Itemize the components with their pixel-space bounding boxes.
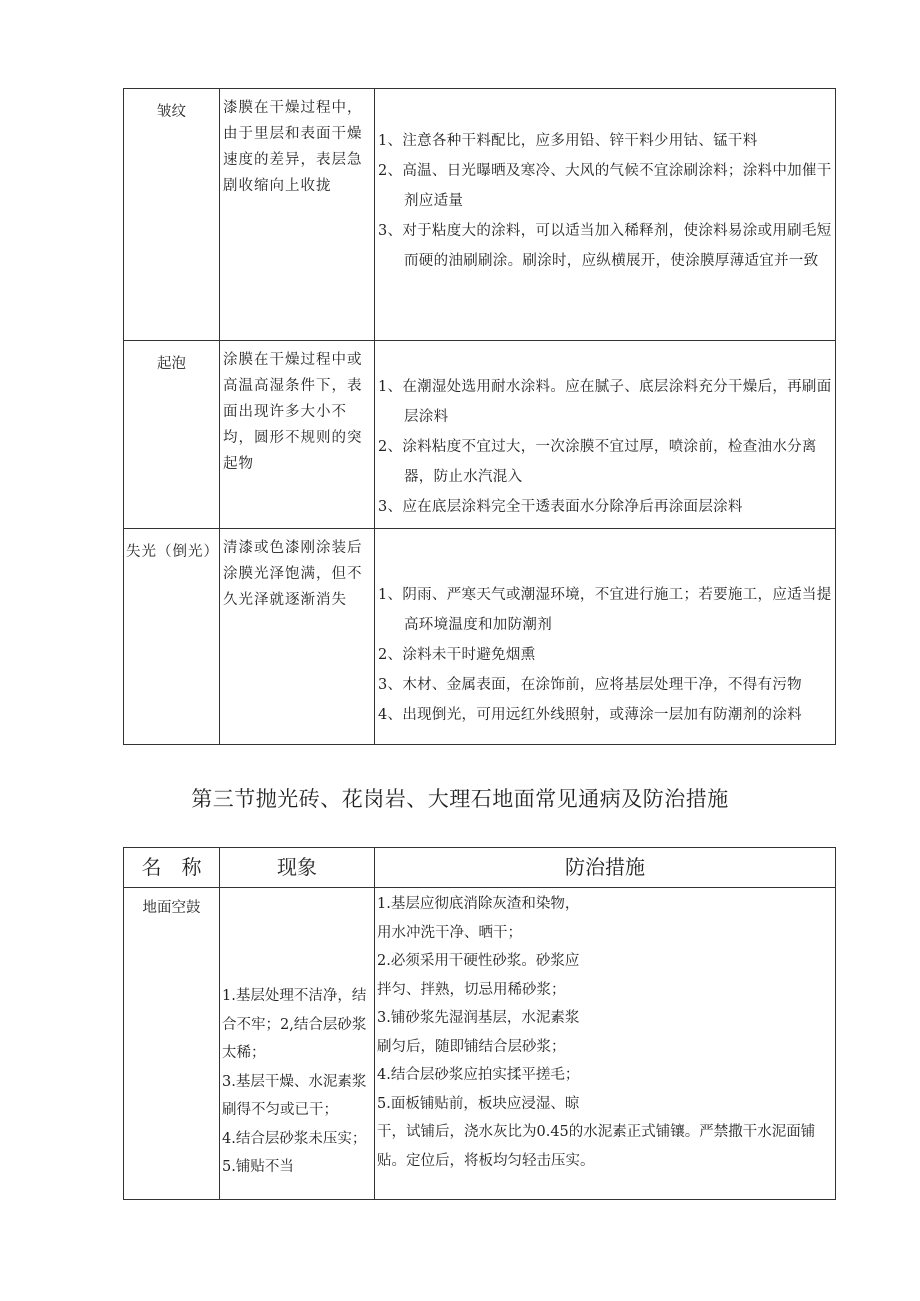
defect-name: 皱纹 bbox=[124, 89, 220, 341]
list-item: 2、涂料粘度不宜过大，一次涂膜不宜过厚，喷涂前，检查油水分离器，防止水汽混入 bbox=[378, 439, 817, 485]
measure-line: 用水冲洗干净、晒干； bbox=[377, 924, 522, 941]
table-row bbox=[124, 529, 836, 745]
measure-line: 干，试铺后，浇水灰比为0.45的水泥素正式铺镶。严禁撒干水泥面铺贴。定位后，将板均匀轻击压实。 bbox=[377, 1124, 816, 1169]
defects-table-1 bbox=[123, 88, 836, 745]
measure-line: 5.面板铺贴前，板块应浸湿、晾 bbox=[377, 1095, 580, 1112]
list-item: 3、应在底层涂料完全干透表面水分除净后再涂面层涂料 bbox=[378, 499, 743, 515]
phenomenon-line: 3.基层干燥、水泥素浆刷得不匀或已干； bbox=[222, 1073, 367, 1118]
table-row bbox=[124, 341, 836, 529]
phenomenon-line: 1.基层处理不洁净，结合不牢；2,结合层砂浆太稀； bbox=[222, 988, 367, 1061]
phenomenon-line: 5.铺贴不当 bbox=[222, 1159, 294, 1175]
table-header-row bbox=[124, 848, 836, 888]
table-row bbox=[124, 888, 836, 1200]
list-item: 2、高温、日光曝晒及寒冷、大风的气候不宜涂刷涂料；涂料中加催干剂应适量 bbox=[378, 163, 832, 209]
measure-line: 刷匀后，随即铺结合层砂浆； bbox=[377, 1038, 566, 1055]
defect-name: 失光（倒光） bbox=[124, 529, 220, 745]
list-item: 3、对于粘度大的涂料，可以适当加入稀释剂，使涂料易涂或用刷毛短而硬的油刷刷涂。刷涂时，应纵横展开，使涂膜厚薄适宜并一致 bbox=[378, 223, 832, 269]
measure-line: 2.必须采用干硬性砂浆。砂浆应 bbox=[377, 953, 580, 969]
defect-measures bbox=[375, 888, 836, 1200]
defect-name: 地面空鼓 bbox=[124, 888, 220, 1200]
measure-line: 3.铺砂浆先湿润基层，水泥素浆 bbox=[377, 1010, 580, 1026]
phenomenon-line: 4.结合层砂浆未压实； bbox=[222, 1130, 367, 1147]
measure-line: 4.结合层砂浆应拍实揉平搓毛； bbox=[377, 1067, 580, 1083]
defect-measures bbox=[375, 529, 836, 745]
list-item: 3、木材、金属表面，在涂饰前，应将基层处理干净，不得有污物 bbox=[378, 677, 802, 693]
header-name: 名 称 bbox=[124, 848, 220, 888]
defect-phenomenon: 清漆或色漆刚涂装后涂膜光泽饱满，但不久光泽就逐渐消失 bbox=[220, 529, 375, 745]
table-row bbox=[124, 89, 836, 341]
header-phenomenon: 现象 bbox=[220, 848, 375, 888]
defect-measures bbox=[375, 341, 836, 529]
section-title: 第三节抛光砖、花岗岩、大理石地面常见通病及防治措施 bbox=[191, 787, 729, 811]
defect-measures bbox=[375, 89, 836, 341]
list-item: 1、注意各种干料配比，应多用铅、锌干料少用钴、锰干料 bbox=[378, 133, 758, 149]
defect-name: 起泡 bbox=[124, 341, 220, 529]
list-item: 2、涂料未干时避免烟熏 bbox=[378, 647, 536, 663]
list-item: 4、出现倒光，可用远红外线照射，或薄涂一层加有防潮剂的涂料 bbox=[378, 707, 802, 723]
defect-phenomenon: 涂膜在干燥过程中或高温高湿条件下，表面出现许多大小不均，圆形不规则的突起物 bbox=[220, 341, 375, 529]
defect-phenomenon bbox=[220, 888, 375, 1200]
header-measures: 防治措施 bbox=[375, 848, 836, 888]
defects-table-2 bbox=[123, 847, 836, 1200]
measure-line: 1.基层应彻底消除灰渣和染物， bbox=[377, 896, 580, 912]
list-item: 1、阴雨、严寒天气或潮湿环境，不宜进行施工；若要施工，应适当提高环境温度和加防潮剂 bbox=[378, 587, 832, 633]
measure-line: 拌匀、拌熟，切忌用稀砂浆； bbox=[377, 981, 566, 998]
list-item: 1、在潮湿处选用耐水涂料。应在腻子、底层涂料充分干燥后，再刷面层涂料 bbox=[378, 379, 832, 425]
defect-phenomenon: 漆膜在干燥过程中，由于里层和表面干燥速度的差异，表层急剧收缩向上收拢 bbox=[220, 89, 375, 341]
